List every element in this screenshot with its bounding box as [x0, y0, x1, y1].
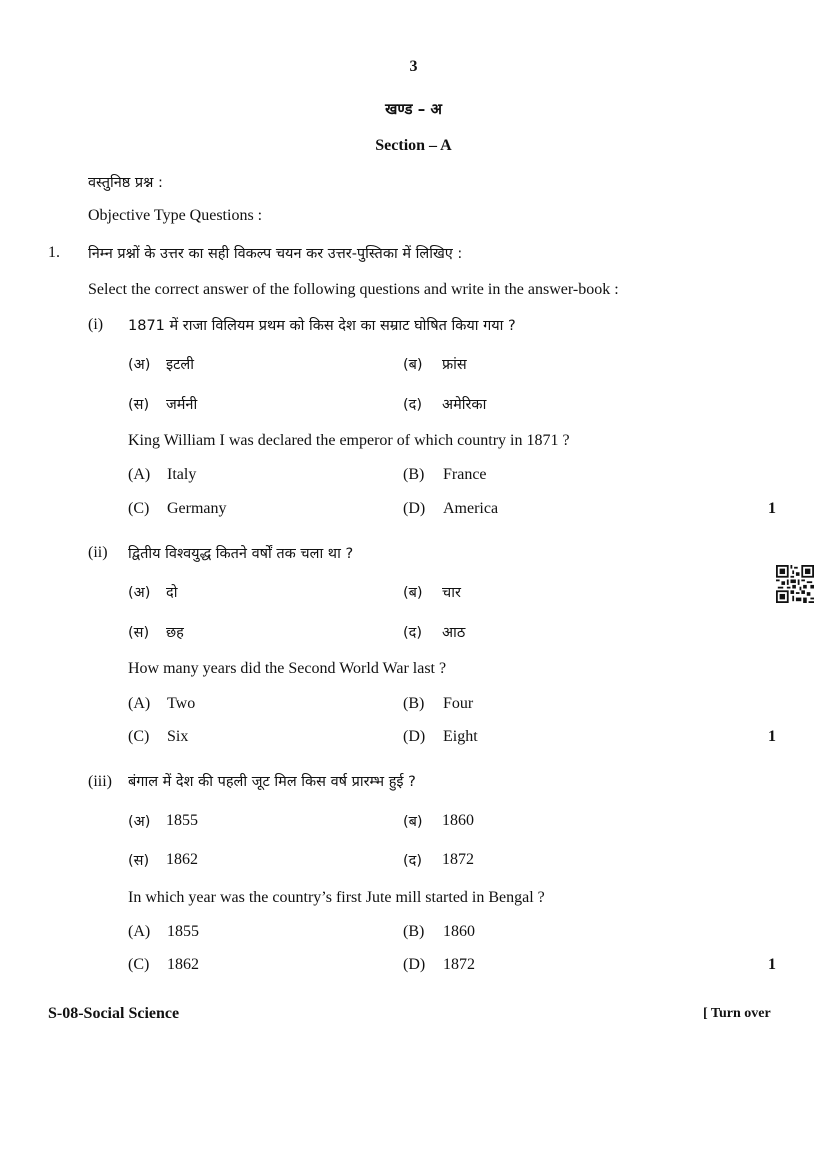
- marks: 1: [768, 500, 776, 517]
- option-text: चार: [442, 585, 461, 601]
- option-letter: (C): [128, 728, 150, 745]
- option-letter: (अ): [128, 585, 151, 601]
- option-text: 1855: [166, 812, 198, 829]
- section-title-english: Section – A: [375, 137, 452, 154]
- option-text: Germany: [167, 500, 227, 517]
- section-title-hindi: खण्ड – अ: [385, 100, 442, 118]
- option-letter: (स): [128, 625, 150, 641]
- question-hindi: द्वितीय विश्वयुद्ध कितने वर्षों तक चला था ?: [128, 546, 354, 562]
- page-number: 3: [409, 58, 418, 75]
- option-text: Eight: [443, 728, 478, 745]
- option-text: Two: [167, 695, 196, 712]
- option-text: 1872: [442, 851, 474, 868]
- option-letter: (A): [128, 466, 151, 483]
- option-letter: (B): [403, 695, 425, 712]
- option-letter: (अ): [128, 814, 151, 830]
- option-text: 1862: [166, 851, 198, 868]
- option-letter: (D): [403, 500, 426, 517]
- subquestion-label: (ii): [88, 544, 108, 561]
- option-text: दो: [166, 585, 178, 601]
- option-letter: (D): [403, 728, 426, 745]
- option-text: France: [443, 466, 487, 483]
- qr-code-icon: [776, 565, 814, 603]
- subquestion-label: (i): [88, 316, 104, 333]
- option-letter: (अ): [128, 357, 151, 373]
- option-letter: (C): [128, 956, 150, 973]
- option-text: छह: [166, 625, 184, 641]
- option-text: आठ: [442, 625, 466, 641]
- question-english: King William I was declared the emperor of which country in 1871 ?: [128, 432, 570, 449]
- instruction-hindi: निम्न प्रश्नों के उत्तर का सही विकल्प चयन कर उत्तर-पुस्तिका में लिखिए :: [88, 246, 463, 262]
- question-hindi: 1871 में राजा विलियम प्रथम को किस देश का सम्राट घोषित किया गया ?: [128, 318, 516, 334]
- option-text: 1860: [443, 923, 475, 940]
- footer-turn-over: [ Turn over: [703, 1006, 771, 1021]
- marks: 1: [768, 728, 776, 745]
- option-text: America: [443, 500, 499, 517]
- marks: 1: [768, 956, 776, 973]
- option-text: 1862: [167, 956, 199, 973]
- objective-heading-hindi: वस्तुनिष्ठ प्रश्न :: [88, 175, 163, 191]
- option-letter: (ब): [403, 585, 423, 601]
- option-text: 1860: [442, 812, 474, 829]
- question-english: How many years did the Second World War last ?: [128, 660, 447, 677]
- option-text: 1872: [443, 956, 475, 973]
- option-letter: (A): [128, 695, 151, 712]
- option-text: Four: [443, 695, 474, 712]
- question-number: 1.: [48, 244, 60, 261]
- option-letter: (स): [128, 853, 150, 869]
- option-letter: (A): [128, 923, 151, 940]
- option-letter: (द): [403, 625, 423, 641]
- question-hindi: बंगाल में देश की पहली जूट मिल किस वर्ष प्रारम्भ हुई ?: [128, 774, 416, 790]
- option-text: जर्मनी: [166, 397, 198, 413]
- option-letter: (द): [403, 853, 423, 869]
- option-text: इटली: [166, 357, 195, 373]
- option-text: Italy: [167, 466, 197, 483]
- option-text: 1855: [167, 923, 199, 940]
- objective-heading-english: Objective Type Questions :: [88, 207, 263, 224]
- option-letter: (द): [403, 397, 423, 413]
- instruction-english: Select the correct answer of the following questions and write in the answer-book :: [88, 281, 619, 298]
- option-letter: (ब): [403, 814, 423, 830]
- option-letter: (D): [403, 956, 426, 973]
- option-text: अमेरिका: [442, 397, 487, 413]
- option-letter: (स): [128, 397, 150, 413]
- option-text: फ्रांस: [442, 357, 467, 373]
- option-letter: (B): [403, 923, 425, 940]
- option-letter: (ब): [403, 357, 423, 373]
- subquestion-label: (iii): [88, 773, 112, 790]
- question-english: In which year was the country’s first Jute mill started in Bengal ?: [128, 889, 545, 906]
- option-letter: (C): [128, 500, 150, 517]
- footer-paper-code: S-08-Social Science: [48, 1005, 180, 1022]
- option-text: Six: [167, 728, 189, 745]
- option-letter: (B): [403, 466, 425, 483]
